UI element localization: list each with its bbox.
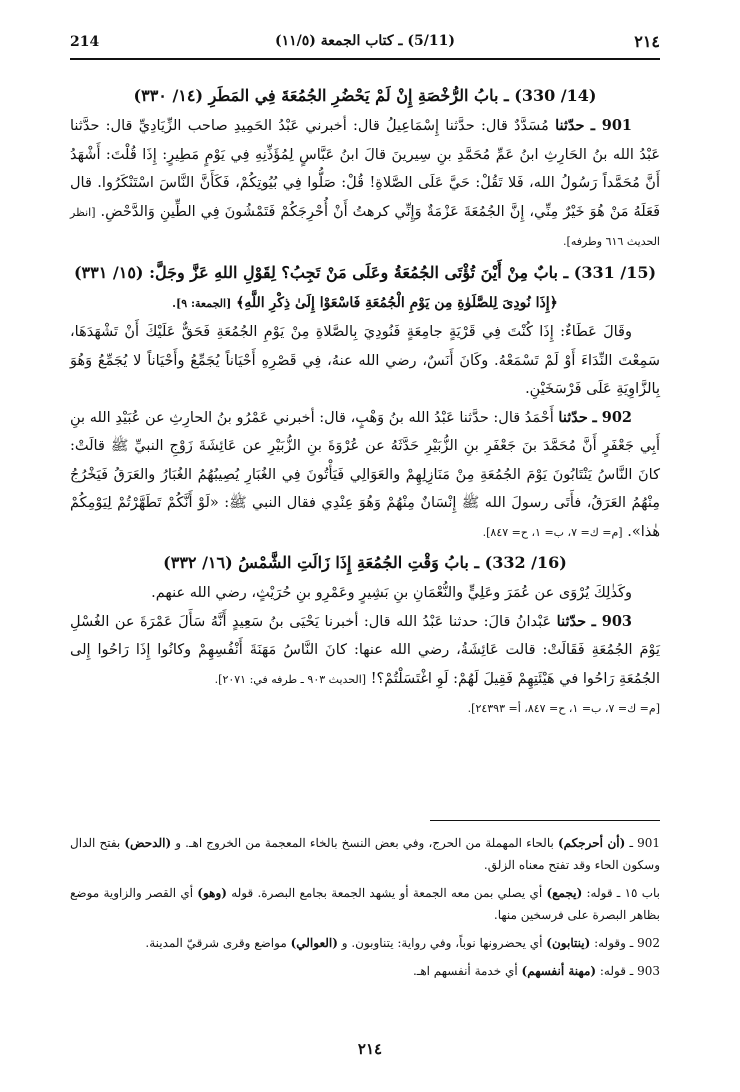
footnote-text: مواضع وقرى شرقيّ المدينة. [145,936,287,950]
running-title: (5/11) ـ كتاب الجمعة (١١/٥) [275,33,455,49]
footnote-901 [70,832,660,876]
footnote-text: بفتح الدال وسكون الحاء وقد تفتح معناه الزلق. [70,836,660,872]
footnote-number: 901 ـ [629,836,660,850]
footnotes [70,832,660,988]
quran-reference: [الجمعة: ٩]. [172,296,232,310]
footnote-number: 902 ـ وقوله: [594,936,660,950]
hadith-902 [70,404,660,548]
quran-text: ﴿إِذَا نُودِىَ لِلصَّلَوٰةِ مِن يَوْمِ الْجُمُعَةِ فَاسْعَوْا إِلَىٰ ذِكْرِ اللَّهِ﴾ [236,294,558,311]
page-number-latin: 214 [70,34,100,50]
hadith-text: عَبْدانُ قالَ: حدثنا عَبْدُ الله قال: أخبرنا يَحْيَى بنُ سَعِيدٍ أَنَّهُ سَأَلَ عَمْرَةَ عن الغُسْلِ يَوْمَ الجُمُعَةِ فَقَالَتْ: قالت عَائِشَةُ، رضي الله عنها: كانَ النَّاسُ مَهَنَةَ أَنْفُسِهِمْ وكانُوا إِذَا رَاحُوا إِلى الجُمُعَةِ رَاحُوا في هَيْئَتِهِمْ فَقِيلَ لَهُمْ: لَوِ اغْتَسَلْتُمْ؟! [70,613,660,687]
chapter-title: (14/ 330) ـ بابُ الرُّخْصَةِ إِنْ لَمْ يَحْضُرِ الجُمُعَةَ فِي المَطَرِ (١٤/ ٣٣٠) [133,86,597,105]
chapter-title: (16/ 332) ـ بابُ وَقْتِ الجُمُعَةِ إِذَا زَالَتِ الشَّمْسُ (١٦/ ٣٣٢) [163,553,567,572]
footnote-term: (الدحض) [124,836,172,850]
footnote-term: (يجمع) [546,886,583,900]
haddathana-word: حدّثنا [555,117,585,134]
hadith-903-muslim-ref [70,694,660,724]
footnote-term: (مهنة أنفسهم) [521,964,597,978]
chapter-intro: وقَالَ عَطَاءٌ: إِذَا كُنْتَ فِي قَرْيَةٍ جامِعَةٍ فَنُودِيَ بِالصَّلاةِ مِنْ يَوْمِ الجُمُعَةِ فَحَقٌّ عَلَيْكَ أَنْ تَشْهَدَهَا، سَمِعْتَ النِّدَاءَ أَوْ لَمْ تَسْمَعْهُ. وكَانَ أَنَسٌ، رضي الله عنهُ، فِي قَصْرِهِ أَحْيَاناً يُجَمِّعُ وأَحْيَاناً لا يُجَمِّعُ وَهُوَ بِالزَّاوِيَةِ عَلَى فَرْسَخَيْنِ. [70,324,660,397]
footnote-text: بالحاء المهملة من الحرج، وفي بعض النسخ بالخاء المعجمة من الخروج اهـ. و [175,836,554,850]
hadith-903 [70,608,660,695]
hadith-reference: [م= ك= ٧، ب= ١، ح= ٨٤٧، أ= ٢٤٣٩٣]. [467,702,660,715]
hadith-reference: [الحديث ٩٠٣ ـ طرفه في: ٢٠٧١]. [214,672,367,686]
chapter-title: (15/ 331) ـ بابٌ مِنْ أَيْنَ تُؤْتَى الجُمُعَةُ وعَلَى مَنْ تَجِبُ؟ لِقَوْلِ اللهِ عَزَّ وجَلَّ: (١٥/ ٣٣١) [73,262,657,282]
hadith-901 [70,112,660,257]
footnote-bab-15 [70,882,660,926]
hadith-reference: [م= ك= ٧، ب= ١، ح= ٨٤٧]. [482,525,623,539]
footnote-text: أي القصر والزاوية موضع بظاهر البصرة على فرسخين منها. [70,886,660,922]
footnote-902 [70,932,660,954]
footnote-903 [70,960,660,982]
quran-verse [70,289,660,319]
footnote-term: (أن أحرجكم) [557,836,626,850]
footnote-divider [430,820,660,821]
footnote-term: (وهو) [197,886,227,900]
page-number-arabic: ٢١٤ [634,32,660,51]
footnote-text: أي يصلي بمن معه الجمعة أو يشهد الجمعة بجامع البصرة. قوله [226,886,543,900]
hadith-number: 902 ـ [592,408,633,426]
page-footer-number: ٢١٤ [357,1040,383,1058]
haddathana-word: حدّثنا [556,612,587,630]
hadith-number: 901 ـ [590,117,633,134]
main-text [70,80,660,724]
footnote-term: (العوالي) [290,936,338,950]
footnote-text: أي يحضرونها نوباً، وفي رواية: يتناوبون. و [341,936,543,950]
footnote-term: (ينتابون) [546,936,591,950]
hadith-text: مُسَدَّدٌ قال: حدَّثنا إِسْمَاعِيلُ قال: أخبرني عَبْدُ الحَمِيدِ صاحب الزِّيَادِيِّ قال: حدَّثنا عَبْدُ الله بنُ الحَارِثِ ابنُ عَمِّ مُحَمَّدِ بنِ سِيرينَ قالَ ابنُ عَبَّاسٍ لِمُؤَذِّنِهِ فِي يَوْمٍ مَطِيرٍ: إِذَا قُلْتَ: أَشْهَدُ أَنَّ مُحَمَّداً رَسُولُ الله، فَلا تَقُلْ: حَيَّ عَلَى الصَّلاةِ! قُلْ: صَلُّوا فِي بُيُوتِكُمْ، فَكَأَنَّ النَّاسَ اسْتَنْكَرُوا. قال فَعَلَهُ مَنْ هُوَ خَيْرٌ مِنِّي، إِنَّ الجُمُعَةَ عَزْمَةٌ وَإِنِّي كرهتُ أَنْ أُحْرِجَكُمْ فَتَمْشُونَ فِي الطِّينِ وَالدَّحْضِ. [70,118,661,220]
page-header [70,30,660,60]
hadith-text: أَحْمَدُ قال: حدَّثنا عَبْدُ الله بنُ وَهْبٍ، قال: أخبرني عَمْرُو بنُ الحارِثِ عن عُبَيْدِ الله بنِ أَبِي جَعْفَرٍ أَنَّ مُحَمَّدَ بنَ جَعْفَرِ بنِ الزُّبَيْرِ حَدَّثَهُ عن عُرْوَةَ بنِ الزُّبَيْرِ عن عَائِشَةَ زَوْجِ النبيِّ ﷺ قالَتْ: كانَ النَّاسُ يَنْتَابُونَ يَوْمَ الجُمُعَةِ مِنْ مَنَازِلِهِمْ والعَوَالِي فَيَأْتُونَ فِي الغُبَارِ يُصِيبُهُمُ الغُبَارُ والعَرَقُ فَيَخْرُجُ مِنْهُمُ العَرَقُ، فأَتَى رسولَ الله ﷺ إِنْسَانٌ مِنْهُمْ وَهُوَ عِنْدِي فقال النبي ﷺ: «لَوْ أَنَّكُمْ تَطَهَّرْتُمْ لِيَوْمِكُمْ هٰذا». [70,409,660,540]
haddathana-word: حدّثنا [558,408,588,426]
hadith-reference: [انظر الحديث ٦١٦ وطرفه]. [70,205,660,248]
hadith-number: 903 ـ [591,612,633,630]
footnote-number: 903 ـ قوله: [599,964,660,978]
footnote-number: باب ١٥ ـ قوله: [586,886,660,900]
footnote-text: أي خدمة أنفسهم اهـ. [412,964,518,978]
chapter-intro: وكَذٰلِكَ يُرْوَى عن عُمَرَ وعَلِيٍّ والنُّعْمَانِ بنِ بَشِيرٍ وعَمْرِو بنِ حُرَيْثٍ، رضي الله عنهم. [151,585,632,601]
